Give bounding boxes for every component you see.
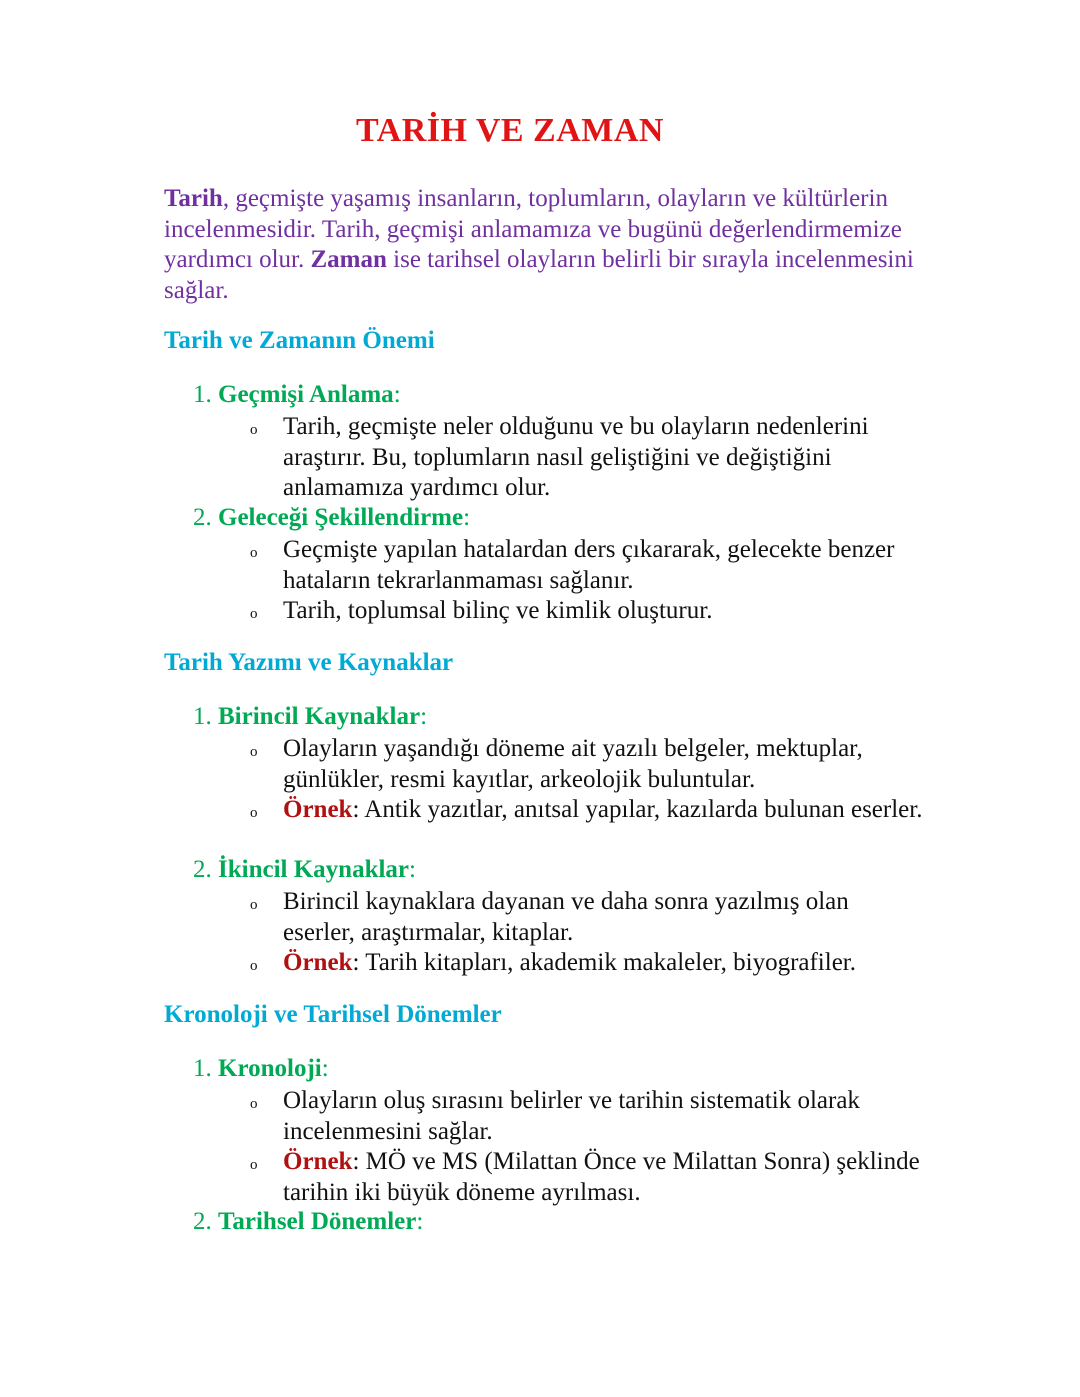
intro-term-tarih: Tarih	[164, 185, 223, 212]
item-label: Birincil Kaynaklar	[218, 703, 421, 730]
example-label: Örnek	[283, 1148, 353, 1175]
list-number: 2.	[193, 856, 212, 883]
bullet-glyph: o	[250, 422, 258, 438]
bullet-text: Geçmişte yapılan hatalardan ders çıkararak, gelecekte benzer hataların tekrarlanmaması sağlanır.	[283, 536, 895, 594]
list-number: 1.	[193, 703, 212, 730]
bullet-glyph: o	[250, 805, 258, 821]
bullet-text	[283, 1147, 923, 1208]
page-title: TARİH VE ZAMAN	[356, 112, 664, 149]
list-item-label	[193, 381, 401, 409]
intro-term-zaman: Zaman	[310, 246, 387, 274]
list-number: 2.	[193, 1208, 212, 1235]
list-number: 1.	[193, 381, 212, 408]
section-heading: Tarih Yazımı ve Kaynaklar	[164, 649, 454, 676]
list-number: 2.	[193, 504, 212, 531]
section-heading: Kronoloji ve Tarihsel Dönemler	[164, 1001, 502, 1028]
colon: :	[409, 856, 416, 883]
example-label: Örnek	[283, 949, 353, 976]
colon: :	[463, 504, 471, 531]
bullet-text: Olayların yaşandığı döneme ait yazılı belgeler, mektuplar, günlükler, resmi kayıtlar, arkeolojik buluntular.	[283, 735, 863, 793]
item-label: İkincil Kaynaklar	[218, 856, 410, 883]
list-number: 1.	[193, 1055, 212, 1082]
list-item-label	[193, 1208, 423, 1236]
colon: :	[416, 1208, 424, 1235]
bullet-text	[283, 795, 923, 826]
example-text: : MÖ ve MS (Milattan Önce ve Milattan Sonra) şeklinde tarihin iki büyük döneme ayrılması.	[283, 1148, 920, 1206]
item-label: Tarihsel Dönemler	[218, 1208, 417, 1235]
bullet-glyph: o	[250, 897, 258, 913]
colon: :	[393, 381, 401, 408]
bullet-text: Tarih, geçmişte neler olduğunu ve bu olayların nedenlerini araştırır. Bu, toplumların nasıl geliştiğini ve değiştiğini anlamamıza yardımcı olur.	[283, 413, 869, 502]
example-label: Örnek	[283, 796, 353, 823]
list-item-label	[193, 504, 470, 532]
item-label: Kronoloji	[218, 1055, 322, 1082]
example-text: : Antik yazıtlar, anıtsal yapılar, kazılarda bulunan eserler.	[352, 796, 923, 823]
example-text: : Tarih kitapları, akademik makaleler, biyografiler.	[352, 949, 856, 976]
bullet-glyph: o	[250, 1096, 258, 1112]
bullet-glyph: o	[250, 545, 258, 561]
bullet-glyph: o	[250, 1157, 258, 1173]
section-heading: Tarih ve Zamanın Önemi	[164, 327, 435, 354]
item-label: Geleceği Şekillendirme	[218, 504, 464, 531]
bullet-glyph: o	[250, 744, 258, 760]
bullet-glyph: o	[250, 606, 258, 622]
bullet-text: Olayların oluş sırasını belirler ve tarihin sistematik olarak incelenmesini sağlar.	[283, 1087, 860, 1145]
list-item-label	[193, 856, 416, 884]
list-item-label	[193, 703, 427, 731]
item-label: Geçmişi Anlama	[218, 381, 394, 408]
bullet-text: Tarih, toplumsal bilinç ve kimlik oluşturur.	[283, 597, 713, 624]
colon: :	[321, 1055, 329, 1082]
bullet-glyph: o	[250, 958, 258, 974]
colon: :	[420, 703, 428, 730]
bullet-text: Birincil kaynaklara dayanan ve daha sonra yazılmış olan eserler, araştırmalar, kitaplar.	[283, 888, 849, 946]
list-item-label	[193, 1055, 329, 1083]
bullet-text	[283, 948, 943, 979]
intro-paragraph	[164, 184, 924, 306]
intro-text-2: ise tarihsel olayların belirli bir sırayla incelenmesini sağlar.	[164, 246, 914, 304]
intro-text-1: , geçmişte yaşamış insanların, toplumların, olayların ve kültürlerin incelenmesidir. Tarih, geçmişi anlamamıza ve bugünü değerlendirmemize yardımcı olur.	[164, 185, 902, 274]
